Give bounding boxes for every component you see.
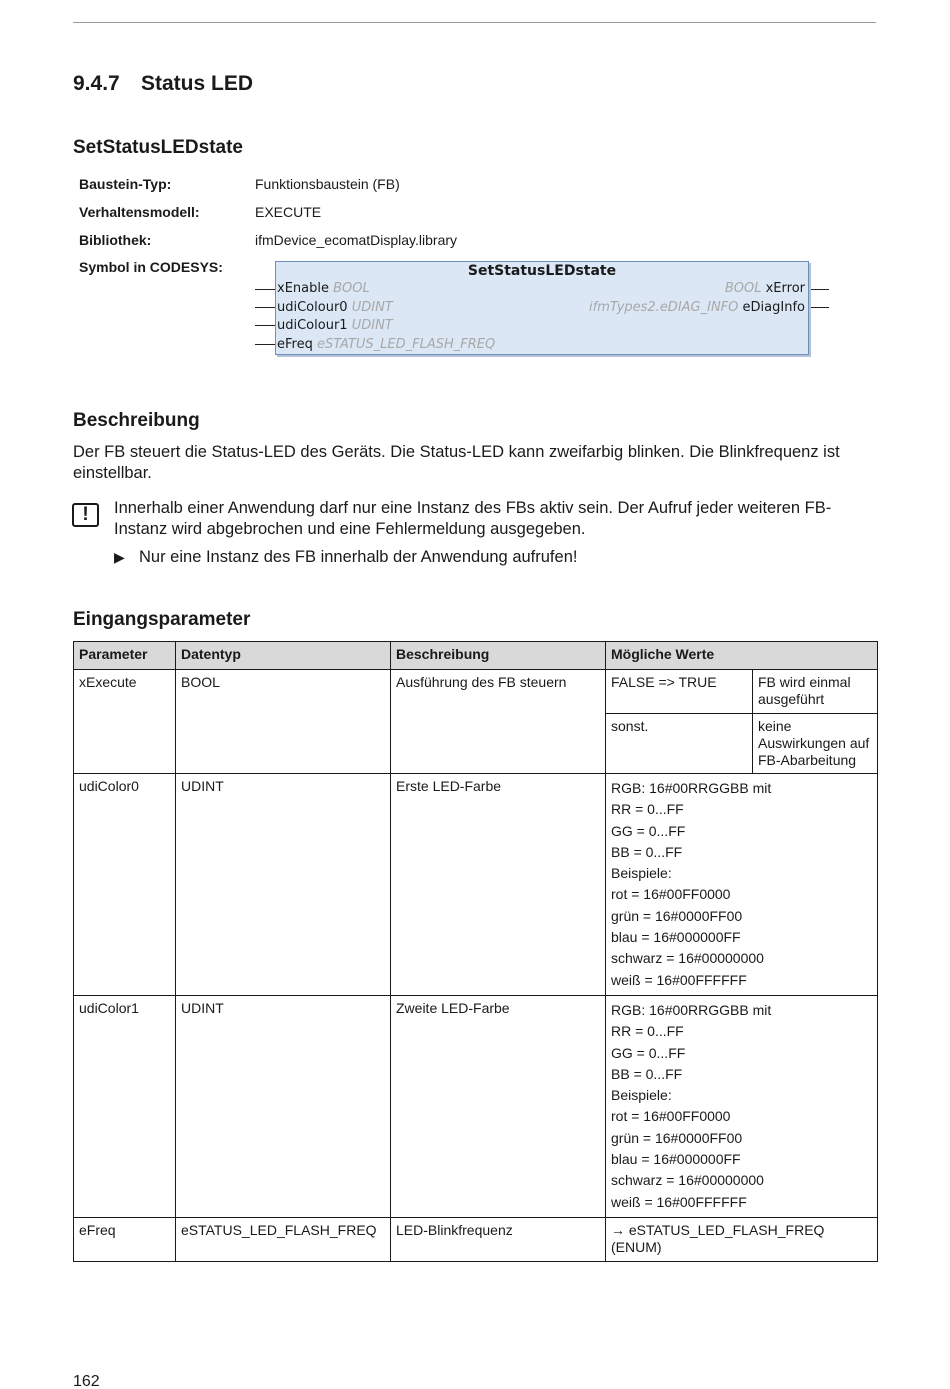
section-heading	[73, 72, 253, 96]
table-row	[74, 995, 878, 1217]
triangle-right-icon: ▶	[114, 549, 125, 565]
value-line: GG = 0...FF	[611, 822, 686, 839]
column-header: Datentyp	[176, 642, 391, 670]
inputs-heading: Eingangsparameter	[73, 609, 251, 630]
value-cell: FALSE => TRUE	[606, 670, 753, 714]
desc-cell: LED-Blinkfrequenz	[391, 1217, 606, 1261]
pin-type: BOOL	[333, 281, 370, 296]
meta-value: EXECUTE	[255, 204, 322, 220]
pin-type: UDINT	[351, 300, 393, 315]
type-cell: eSTATUS_LED_FLASH_FREQ	[176, 1217, 391, 1261]
pin-name: udiColour1	[277, 318, 348, 333]
value-line: schwarz = 16#00000000	[611, 950, 764, 967]
param-cell: xExecute	[74, 670, 176, 774]
pin-name: eDiagInfo	[742, 300, 805, 315]
exclamation-icon: !	[72, 503, 99, 527]
value-line: RR = 0...FF	[611, 1023, 684, 1040]
action-item	[114, 548, 577, 567]
meta-key: Symbol in CODESYS:	[79, 259, 223, 275]
section-title: Status LED	[141, 72, 254, 95]
pin-name: xError	[765, 281, 805, 296]
pin-name: xEnable	[277, 281, 329, 296]
value-line: GG = 0...FF	[611, 1044, 686, 1061]
pin-name: udiColour0	[277, 300, 348, 315]
table-row	[74, 670, 878, 714]
table-row	[74, 774, 878, 996]
meta-value: Funktionsbaustein (FB)	[255, 176, 400, 192]
meta-key: Baustein-Typ:	[79, 176, 172, 192]
values-cell	[606, 995, 878, 1217]
value-line: grün = 16#0000FF00	[611, 1129, 743, 1146]
column-header: Mögliche Werte	[606, 642, 878, 670]
desc-cell: Erste LED-Farbe	[391, 774, 606, 996]
meta-key: Bibliothek:	[79, 232, 152, 248]
param-cell: udiColor0	[74, 774, 176, 996]
meta-key: Verhaltensmodell:	[79, 204, 200, 220]
meta-value: ifmDevice_ecomatDisplay.library	[255, 232, 458, 248]
desc-cell: Ausführung des FB steuern	[391, 670, 606, 774]
value-cell: → eSTATUS_LED_FLASH_FREQ (ENUM)	[606, 1217, 878, 1261]
page-number: 162	[73, 1373, 100, 1389]
pin-line	[255, 307, 275, 308]
pin-line	[809, 289, 829, 290]
pin-name: eFreq	[277, 337, 313, 352]
value-line: Beispiele:	[611, 1087, 672, 1104]
fb-symbol-title: SetStatusLEDstate	[467, 263, 617, 279]
value-desc-cell: FB wird einmal ausgeführt	[753, 670, 878, 714]
table-row	[74, 1217, 878, 1261]
output-pin	[725, 280, 805, 298]
value-line: RR = 0...FF	[611, 801, 684, 818]
param-cell: eFreq	[74, 1217, 176, 1261]
type-cell: BOOL	[176, 670, 391, 774]
pin-line	[255, 325, 275, 326]
value-line: rot = 16#00FF0000	[611, 886, 731, 903]
input-pin	[277, 336, 495, 354]
value-line: rot = 16#00FF0000	[611, 1108, 731, 1125]
column-header: Parameter	[74, 642, 176, 670]
values-cell	[606, 774, 878, 996]
value-line: blau = 16#000000FF	[611, 1151, 741, 1168]
type-cell: UDINT	[176, 995, 391, 1217]
fb-symbol-box	[275, 261, 809, 355]
warning-text: Innerhalb einer Anwendung darf nur eine Instanz des FBs aktiv sein. Der Aufruf jeder weiteren FB-Instanz wird abgebrochen und eine Fehlermeldung ausgegeben.	[114, 499, 832, 538]
output-pin	[589, 299, 805, 317]
pin-line	[255, 344, 275, 345]
description-heading: Beschreibung	[73, 410, 200, 431]
input-parameters-table	[73, 641, 878, 1262]
pin-line	[255, 289, 275, 290]
value-line: weiß = 16#00FFFFFF	[611, 1193, 747, 1210]
value-line: weiß = 16#00FFFFFF	[611, 971, 747, 988]
pin-type: BOOL	[724, 281, 762, 296]
value-cell: sonst.	[606, 714, 753, 774]
pin-line	[809, 307, 829, 308]
value-desc-cell: keine Auswirkungen auf FB-Abarbeitung	[753, 714, 878, 774]
header-rule	[73, 22, 876, 23]
pin-type: eSTATUS_LED_FLASH_FREQ	[316, 337, 496, 352]
input-pin	[277, 299, 393, 317]
pin-type: ifmTypes2.eDIAG_INFO	[589, 300, 739, 315]
column-header: Beschreibung	[391, 642, 606, 670]
description-text: Der FB steuert die Status-LED des Geräts. Die Status-LED kann zweifarbig blinken. Die Blinkfrequenz ist einstellbar.	[73, 443, 840, 482]
desc-cell: Zweite LED-Farbe	[391, 995, 606, 1217]
value-line: blau = 16#000000FF	[611, 929, 741, 946]
section-number: 9.4.7	[73, 72, 120, 95]
value-line: BB = 0...FF	[611, 843, 683, 860]
value-line: RGB: 16#00RRGGBB mit	[611, 1001, 772, 1018]
type-cell: UDINT	[176, 774, 391, 996]
value-line: Beispiele:	[611, 865, 672, 882]
input-pin	[277, 280, 370, 298]
value-line: grün = 16#0000FF00	[611, 907, 743, 924]
value-line: RGB: 16#00RRGGBB mit	[611, 780, 772, 796]
param-cell: udiColor1	[74, 995, 176, 1217]
pin-type: UDINT	[351, 318, 393, 333]
table-header-row	[74, 642, 878, 670]
value-line: BB = 0...FF	[611, 1065, 683, 1082]
action-text: Nur eine Instanz des FB innerhalb der Anwendung aufrufen!	[139, 548, 578, 566]
input-pin	[277, 317, 393, 335]
value-line: schwarz = 16#00000000	[611, 1172, 764, 1189]
fb-heading: SetStatusLEDstate	[73, 137, 243, 158]
